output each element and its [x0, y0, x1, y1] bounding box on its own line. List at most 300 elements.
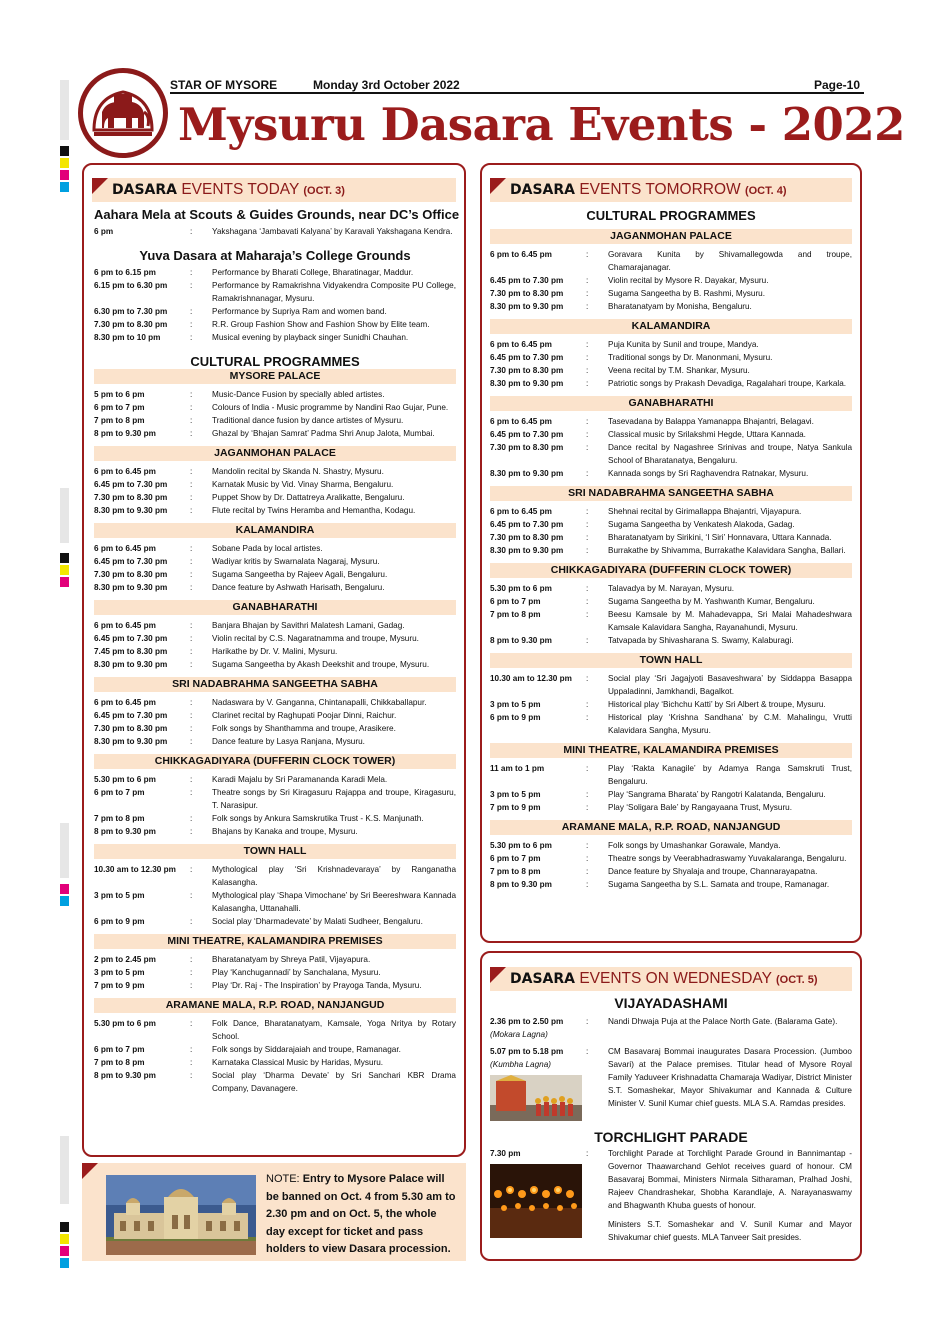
schedule-list: [94, 773, 456, 838]
registration-mark: [60, 577, 69, 587]
event-row: [490, 364, 852, 377]
schedule-list: [490, 839, 852, 891]
event-description: Play ‘Sangrama Bharata’ by Rangotri Kalatanda, Bengaluru.: [608, 790, 826, 799]
registration-bar: [60, 80, 69, 140]
note-lead: NOTE:: [266, 1173, 300, 1185]
today-content: [94, 205, 460, 1095]
event-description: Dance feature by Ashwath Harisath, Bengaluru.: [212, 583, 385, 592]
mysore-palace-photo: [106, 1175, 256, 1255]
event-description: Banjara Bhajan by Savithri Malatesh Lamani, Gadag.: [212, 621, 405, 630]
event-time: 8.30 pm to 9.30 pm: [490, 379, 564, 388]
event-description: Performance by Supriya Ram and women band.: [212, 307, 387, 316]
separator: :: [190, 493, 193, 502]
event-time: 3 pm to 5 pm: [94, 968, 145, 977]
event-time: 8.30 pm to 9.30 pm: [94, 737, 168, 746]
event-row: [490, 428, 852, 441]
separator: :: [190, 403, 193, 412]
event-time: 6 pm to 7 pm: [94, 788, 145, 797]
venue-heading: JAGANMOHAN PALACE: [94, 446, 456, 461]
separator: :: [190, 981, 193, 990]
separator: :: [586, 790, 589, 799]
event-description: Ghazal by ‘Bhajan Samrat’ Padma Shri Anup Jalota, Mumbai.: [212, 429, 435, 438]
event-row: [490, 274, 852, 287]
event-row: [94, 504, 456, 517]
event-row: [94, 735, 456, 748]
event-row: [490, 467, 852, 480]
event-time: 6 pm to 6.45 pm: [490, 507, 552, 516]
separator: :: [190, 333, 193, 342]
event-time: 7.30 pm to 8.30 pm: [490, 533, 564, 542]
registration-mark: [60, 896, 69, 906]
event-time: 5 pm to 6 pm: [94, 390, 145, 399]
separator: :: [190, 1071, 193, 1080]
event-row: [94, 889, 456, 915]
event-description: Karadi Majalu by Sri Paramananda Karadi Mela.: [212, 775, 388, 784]
separator: :: [190, 621, 193, 630]
event-time: 6 pm to 6.45 pm: [94, 467, 156, 476]
schedule-list: [94, 266, 456, 344]
event-description: Dance feature by Shyalaja and troupe, Channarayapatna.: [608, 867, 818, 876]
event-description: Bharatanatyam by Shreya Patil, Vijayapura.: [212, 955, 371, 964]
event-row: [94, 722, 456, 735]
section-title: Yuva Dasara at Maharaja’s College Grounds: [139, 248, 411, 263]
event-description: Clarinet recital by Raghupati Poojar Dinni, Raichur.: [212, 711, 397, 720]
venue-heading: SRI NADABRAHMA SANGEETHA SABHA: [490, 486, 852, 501]
event-time: 6 pm to 6.45 pm: [94, 621, 156, 630]
event-row: [490, 595, 852, 608]
event-row: [490, 531, 852, 544]
event-row: [490, 518, 852, 531]
event-row: [94, 1056, 456, 1069]
event-time: 6.45 pm to 7.30 pm: [94, 557, 168, 566]
separator: :: [586, 379, 589, 388]
event-row: [490, 852, 852, 865]
event-description: Bharatanatyam by Sirikini, ‘I Siri’ Honnavara, Uttara Kannada.: [608, 533, 832, 542]
registration-mark: [60, 553, 69, 563]
event-time: 11 am to 1 pm: [490, 764, 545, 773]
event-time: 8.30 pm to 9.30 pm: [94, 506, 168, 515]
event-time: 7 pm to 9 pm: [490, 803, 541, 812]
separator: :: [190, 557, 193, 566]
corner-marker-icon: [490, 967, 506, 983]
event-description: Performance by Bharati College, Bharatinagar, Maddur.: [212, 268, 414, 277]
event-row: [94, 979, 456, 992]
event-time: 6.30 pm to 7.30 pm: [94, 307, 168, 316]
event-description: Karnatak Music by Vid. Vinay Sharma, Bengaluru.: [212, 480, 394, 489]
event-row: [490, 351, 852, 364]
separator: :: [586, 469, 589, 478]
venue-heading: SRI NADABRAHMA SANGEETHA SABHA: [94, 677, 456, 692]
event-row: 2.36 pm to 2.50 pm (Mokara Lagna) : Nandi Dhwaja Puja at the Palace North Gate. (Balarama Gate).: [490, 1015, 852, 1041]
section-title: Aahara Mela at Scouts & Guides Grounds, near DC’s Office: [94, 207, 460, 222]
separator: :: [190, 1058, 193, 1067]
event-time: 6 pm to 7 pm: [490, 854, 541, 863]
event-description: Sugama Sangeetha by B. Rashmi, Mysuru.: [608, 289, 766, 298]
event-description: Puppet Show by Dr. Dattatreya Aralikatte, Bengaluru.: [212, 493, 405, 502]
event-row: [490, 441, 852, 467]
event-time: 5.30 pm to 6 pm: [490, 841, 552, 850]
event-row: [94, 279, 456, 305]
page-title: Mysuru Dasara Events - 2022: [178, 98, 905, 151]
event-time: 2.36 pm to 2.50 pm: [490, 1017, 564, 1026]
event-row: [490, 582, 852, 595]
event-row: [94, 696, 456, 709]
event-description: Classical music by Srilakshmi Hegde, Uttara Kannada.: [608, 430, 806, 439]
registration-bar: [60, 823, 69, 878]
header-title: EVENTS ON WEDNESDAY: [579, 970, 772, 987]
separator: :: [586, 597, 589, 606]
separator: :: [586, 443, 589, 452]
event-description: Bhajans by Kanaka and troupe, Mysuru.: [212, 827, 358, 836]
registration-mark: [60, 146, 69, 156]
vijayadashami-title: VIJAYADASHAMI: [614, 995, 728, 1011]
separator: :: [190, 227, 193, 236]
event-time: 10.30 am to 12.30 pm: [490, 674, 572, 683]
venue-heading: GANABHARATHI: [490, 396, 852, 411]
separator: :: [190, 724, 193, 733]
venue-heading: KALAMANDIRA: [490, 319, 852, 334]
event-row: [490, 505, 852, 518]
separator: :: [586, 353, 589, 362]
separator: :: [586, 276, 589, 285]
separator: :: [190, 865, 193, 874]
event-time: 6.45 pm to 7.30 pm: [490, 430, 564, 439]
event-row: [490, 300, 852, 313]
schedule-list: [94, 388, 456, 440]
separator: :: [190, 1045, 193, 1054]
event-description: Violin recital by C.S. Nagaratnamma and troupe, Mysuru.: [212, 634, 419, 643]
event-time: 7.30 pm to 8.30 pm: [490, 289, 564, 298]
event-row: [490, 672, 852, 698]
event-time: 8 pm to 9.30 pm: [94, 429, 156, 438]
event-time: 3 pm to 5 pm: [490, 790, 541, 799]
event-time: 5.07 pm to 5.18 pm: [490, 1047, 564, 1056]
separator: :: [190, 634, 193, 643]
event-time: 8 pm to 9.30 pm: [490, 636, 552, 645]
event-time: 6 pm to 7 pm: [490, 597, 541, 606]
event-time: 7.30 pm: [490, 1149, 521, 1158]
corner-marker-icon: [82, 1163, 98, 1179]
event-row: [490, 762, 852, 788]
event-description: Veena recital by T.M. Shankar, Mysuru.: [608, 366, 750, 375]
event-row: [490, 287, 852, 300]
separator: :: [190, 506, 193, 515]
event-description: Mythological play ‘Sri Krishnadevaraya’ by Ranganatha Kalasangha.: [212, 865, 456, 887]
header-date: (OCT. 4): [744, 185, 787, 197]
event-description: Goravara Kunita by Shivamallegowda and troupe, Chamarajanagar.: [608, 250, 852, 272]
event-description: Historical play ‘Bichchu Katti’ by Sri Albert & troupe, Mysuru.: [608, 700, 826, 709]
separator: :: [586, 250, 589, 259]
event-time: 6.45 pm to 7.30 pm: [94, 634, 168, 643]
wednesday-content: [490, 995, 852, 1244]
event-time: 7.30 pm to 8.30 pm: [490, 443, 564, 452]
event-row: [94, 555, 456, 568]
separator: :: [190, 480, 193, 489]
event-description: Sugama Sangeetha by Venkatesh Alakoda, Gadag.: [608, 520, 795, 529]
event-description: Traditional songs by Dr. Manonmani, Mysuru.: [608, 353, 773, 362]
event-row: [94, 1069, 456, 1095]
event-description: Folk songs by Umashankar Gorawale, Mandya.: [608, 841, 781, 850]
jumboo-savari-photo: [490, 1075, 582, 1121]
event-description: CM Basavaraj Bommai inaugurates Dasara Procession. (Jumboo Savari) at the Palace premises. Titular head of Mysore Royal Family Yaduveer Krishnadatta Chamaraja Wadiyar, District Minister S.T. Somashekar, Mayor Shivakumar and Kannada & Culture Minister V. Sunil Kumar chief guests. MLA S.A. Ramdas presides.: [608, 1047, 852, 1108]
event-time: 7 pm to 8 pm: [490, 867, 541, 876]
event-description: Puja Kunita by Sunil and troupe, Mandya.: [608, 340, 759, 349]
event-description: Mandolin recital by Skanda N. Shastry, Mysuru.: [212, 467, 384, 476]
event-row: [94, 414, 456, 427]
event-time: 6 pm to 6.15 pm: [94, 268, 156, 277]
event-time: 6.45 pm to 7.30 pm: [94, 480, 168, 489]
event-time: 7.30 pm to 8.30 pm: [94, 724, 168, 733]
event-description: Bharatanatyam by Monisha, Bengaluru.: [608, 302, 752, 311]
event-time: 7.30 pm to 8.30 pm: [490, 366, 564, 375]
separator: :: [190, 814, 193, 823]
event-row: [94, 825, 456, 838]
masthead-meta: [170, 78, 864, 94]
event-description: Social play ‘Dharma Devate’ by Sri Sanchari KBR Drama Company, Davanagere.: [212, 1071, 456, 1093]
event-row: [490, 338, 852, 351]
event-row: [94, 478, 456, 491]
separator: :: [586, 841, 589, 850]
separator: :: [586, 867, 589, 876]
note-body: Entry to Mysore Palace will be banned on Oct. 4 from 5.30 am to 2.30 pm and on Oct. 5, the whole day except for ticket and pass holders to view Dasara procession.: [266, 1173, 456, 1255]
venue-heading: TOWN HALL: [94, 844, 456, 859]
event-description: Burrakathe by Shivamma, Burrakathe Kalavidara Sangha, Ballari.: [608, 546, 846, 555]
event-time: 7 pm to 8 pm: [490, 610, 541, 619]
schedule-list: [94, 1017, 456, 1095]
event-time: 8.30 pm to 9.30 pm: [490, 469, 564, 478]
registration-mark: [60, 1222, 69, 1232]
registration-mark: [60, 884, 69, 894]
event-time: 7 pm to 8 pm: [94, 1058, 145, 1067]
event-description: Dance feature by Lasya Ranjana, Mysuru.: [212, 737, 365, 746]
elephant-emblem-icon: [78, 68, 168, 158]
event-row: [490, 698, 852, 711]
event-row: [490, 248, 852, 274]
separator: :: [190, 827, 193, 836]
event-description: Harikathe by Dr. V. Malini, Mysuru.: [212, 647, 338, 656]
registration-bar: [60, 1136, 69, 1204]
event-time: 7 pm to 9 pm: [94, 981, 145, 990]
event-description: Sugama Sangeetha by S.L. Samata and troupe, Ramanagar.: [608, 880, 830, 889]
separator: :: [190, 955, 193, 964]
schedule-list: [94, 542, 456, 594]
separator: :: [190, 775, 193, 784]
event-description: Wadiyar kritis by Swarnalata Nagaraj, Mysuru.: [212, 557, 380, 566]
event-row: 7.30 pm : Torchlight Parade at Torchlight Parade Ground in Bannimantap - Governor Thaawarchand Gehlot receives guard of honour. CM Basavaraj Bommai, Ministers Nirmala Sitharaman, Pralhad Joshi, Rajeev Chandrashekar, Shobha Karandlaje, A. Narayanaswamy and Bhagwanth Khuba guests of honour. Ministers S.T. Somashekar and V. Sunil Kumar and Mayor Shivakumar chief guests. MLA Tanveer Sait presides.: [490, 1149, 852, 1242]
event-row: [94, 318, 456, 331]
separator: :: [190, 737, 193, 746]
header-title: EVENTS TODAY: [181, 181, 300, 198]
header-label: DASARA: [510, 971, 575, 987]
event-row: [94, 953, 456, 966]
event-row: [490, 839, 852, 852]
event-row: [94, 568, 456, 581]
event-time: 2 pm to 2.45 pm: [94, 955, 156, 964]
event-description: Talavadya by M. Narayan, Mysuru.: [608, 584, 735, 593]
event-time: 6 pm to 6.45 pm: [490, 250, 552, 259]
separator: :: [586, 289, 589, 298]
event-time: 10.30 am to 12.30 pm: [94, 865, 176, 874]
separator: :: [190, 429, 193, 438]
event-description: Folk songs by Siddarajaiah and troupe, Ramanagar.: [212, 1045, 401, 1054]
registration-mark: [60, 170, 69, 180]
event-time: 6.45 pm to 7.30 pm: [490, 520, 564, 529]
section-header: [490, 178, 852, 202]
separator: :: [586, 546, 589, 555]
event-time: 8.30 pm to 9.30 pm: [490, 302, 564, 311]
event-time: 3 pm to 5 pm: [94, 891, 145, 900]
event-description: Flute recital by Twins Heramba and Hemantha, Kodagu.: [212, 506, 416, 515]
event-row: [94, 305, 456, 318]
schedule-list: [94, 465, 456, 517]
event-row: [94, 1017, 456, 1043]
registration-mark: [60, 565, 69, 575]
event-row: [490, 711, 852, 737]
event-description: Beesu Kamsale by M. Mahadevappa, Sri Malai Mahadeshwara Kamsale Kalavidara Sangha, Rayanahundi, Mysuru.: [608, 610, 852, 632]
issue-date: Monday 3rd October 2022: [313, 78, 460, 92]
separator: :: [190, 281, 193, 290]
event-description: Torchlight Parade at Torchlight Parade Ground in Bannimantap - Governor Thaawarchand Gehlot receives guard of honour. CM Basavaraj Bommai, Ministers Nirmala Sitharaman, Pralhad Joshi, Rajeev Chandrashekar, Shobha Karandlaje, A. Narayanaswamy and Bhagwanth Khuba guests of honour.: [608, 1149, 852, 1210]
event-time: 5.30 pm to 6 pm: [94, 775, 156, 784]
event-lagna: (Kumbha Lagna): [490, 1060, 551, 1069]
separator: :: [190, 390, 193, 399]
event-row: [94, 645, 456, 658]
event-description: Traditional dance fusion by dance artistes of Mysuru.: [212, 416, 404, 425]
separator: :: [190, 416, 193, 425]
cultural-programmes-title: CULTURAL PROGRAMMES: [586, 208, 756, 223]
event-description: Play ‘Dr. Raj - The Inspiration’ by Prayoga Tanda, Mysuru.: [212, 981, 422, 990]
event-description: Theatre songs by Sri Kiragasuru Rajappa and troupe, Kiragasuru, T. Narasipur.: [212, 788, 456, 810]
separator: :: [190, 467, 193, 476]
event-description: Patriotic songs by Prakash Devadiga, Ragalahari troupe, Karkala.: [608, 379, 847, 388]
schedule-list: [490, 672, 852, 737]
separator: :: [586, 417, 589, 426]
event-time: 6 pm to 6.45 pm: [94, 544, 156, 553]
event-description: Nadaswara by V. Ganganna, Chintanapalli, Chikkaballapur.: [212, 698, 427, 707]
event-time: 6 pm to 6.45 pm: [490, 417, 552, 426]
event-row: [490, 788, 852, 801]
event-row: [490, 878, 852, 891]
schedule-list: [94, 953, 456, 992]
schedule-list: [490, 338, 852, 390]
schedule-list: [490, 762, 852, 814]
event-description: Tatvapada by Shivasharana S. Swamy, Kalaburagi.: [608, 636, 794, 645]
event-row: 5.07 pm to 5.18 pm (Kumbha Lagna) : CM Basavaraj Bommai inaugurates Dasara Procession. (Jumboo Savari) at the Palace premises. Titular head of Mysore Royal Family Yaduveer Krishnadatta Chamaraja Wadiyar, District Minister S.T. Somashekar, Mayor Shivakumar and Kannada & Culture Minister V. Sunil Kumar chief guests. MLA S.A. Ramdas presides.: [490, 1045, 852, 1121]
separator: :: [586, 507, 589, 516]
separator: :: [190, 307, 193, 316]
event-time: 8.30 pm to 9.30 pm: [94, 583, 168, 592]
tomorrow-content: [490, 206, 852, 891]
separator: :: [190, 788, 193, 797]
event-time: 8 pm to 9.30 pm: [490, 880, 552, 889]
event-row: [490, 608, 852, 634]
corner-marker-icon: [92, 178, 108, 194]
registration-mark: [60, 1234, 69, 1244]
event-description: R.R. Group Fashion Show and Fashion Show by Elite team.: [212, 320, 430, 329]
event-row: [490, 865, 852, 878]
venue-heading: ARAMANE MALA, R.P. ROAD, NANJANGUD: [94, 998, 456, 1013]
event-time: 6 pm to 9 pm: [490, 713, 541, 722]
event-description: Sugama Sangeetha by Rajeev Agali, Bengaluru.: [212, 570, 388, 579]
header-label: DASARA: [510, 182, 575, 198]
event-row: [94, 427, 456, 440]
event-time: 6.15 pm to 6.30 pm: [94, 281, 168, 290]
event-time: 6.45 pm to 7.30 pm: [94, 711, 168, 720]
venue-heading: ARAMANE MALA, R.P. ROAD, NANJANGUD: [490, 820, 852, 835]
schedule-list: [94, 863, 456, 928]
schedule-list: [94, 619, 456, 671]
note-text: [266, 1171, 458, 1259]
separator: :: [586, 764, 589, 773]
event-description: Mythological play ‘Shapa Vimochane’ by Sri Beereshwara Kannada Kalasangha, Uttanahalli.: [212, 891, 456, 913]
section-header: [92, 178, 456, 202]
event-description: Kannada songs by Sri Raghavendra Ratnakar, Mysuru.: [608, 469, 809, 478]
separator: :: [190, 570, 193, 579]
event-description: Yakshagana ‘Jambavati Kalyana’ by Karavali Yakshagana Kendra.: [212, 227, 453, 236]
event-time: 3 pm to 5 pm: [490, 700, 541, 709]
event-time: 8.30 pm to 9.30 pm: [490, 546, 564, 555]
event-row: [94, 915, 456, 928]
schedule-list: [490, 582, 852, 647]
event-description: Sugama Sangeetha by M. Yashwanth Kumar, Bengaluru.: [608, 597, 815, 606]
event-time: 6 pm to 6.45 pm: [490, 340, 552, 349]
schedule-list: [490, 505, 852, 557]
separator: :: [586, 713, 589, 722]
event-row: [94, 619, 456, 632]
separator: :: [190, 711, 193, 720]
separator: :: [190, 268, 193, 277]
separator: :: [586, 533, 589, 542]
torchlight-parade-title: TORCHLIGHT PARADE: [594, 1129, 748, 1145]
event-row: [94, 863, 456, 889]
separator: :: [190, 583, 193, 592]
event-description: Dance recital by Nagashree Srinivas and troupe, Natya Sankula School of Bharatanatya, Bengaluru.: [608, 443, 852, 465]
event-row: [94, 773, 456, 786]
event-row: [94, 266, 456, 279]
event-time: 8.30 pm to 10 pm: [94, 333, 161, 342]
event-time: 5.30 pm to 6 pm: [94, 1019, 156, 1028]
separator: :: [190, 320, 193, 329]
event-time: 7.45 pm to 8.30 pm: [94, 647, 168, 656]
event-time: 6 pm: [94, 227, 114, 236]
venue-heading: KALAMANDIRA: [94, 523, 456, 538]
events-today-panel: [82, 163, 466, 1157]
event-description: Play ‘Rakta Kanagile’ by Adamya Ranga Samskruti Trust, Bengaluru.: [608, 764, 852, 786]
event-row: [490, 544, 852, 557]
event-description: Folk songs by Ankura Samskrutika Trust - K.S. Manjunath.: [212, 814, 424, 823]
event-time: 6.45 pm to 7.30 pm: [490, 353, 564, 362]
event-time: 7 pm to 8 pm: [94, 416, 145, 425]
registration-mark: [60, 1246, 69, 1256]
event-row: [94, 331, 456, 344]
event-row: [94, 658, 456, 671]
separator: :: [586, 430, 589, 439]
event-row: [94, 401, 456, 414]
event-description: Sobane Pada by local artistes.: [212, 544, 323, 553]
event-row: [490, 801, 852, 814]
registration-bar: [60, 488, 69, 543]
separator: :: [586, 674, 589, 683]
event-time: 8 pm to 9.30 pm: [94, 1071, 156, 1080]
event-description: Play ‘Soligara Bale’ by Rangayaana Trust, Mysuru.: [608, 803, 793, 812]
separator: :: [190, 1019, 193, 1028]
palace-entry-note: [82, 1163, 466, 1261]
event-description: Shehnai recital by Girimallappa Bhajantri, Vijayapura.: [608, 507, 802, 516]
separator: :: [586, 520, 589, 529]
separator: :: [190, 647, 193, 656]
header-label: DASARA: [112, 182, 177, 198]
separator: :: [586, 636, 589, 645]
